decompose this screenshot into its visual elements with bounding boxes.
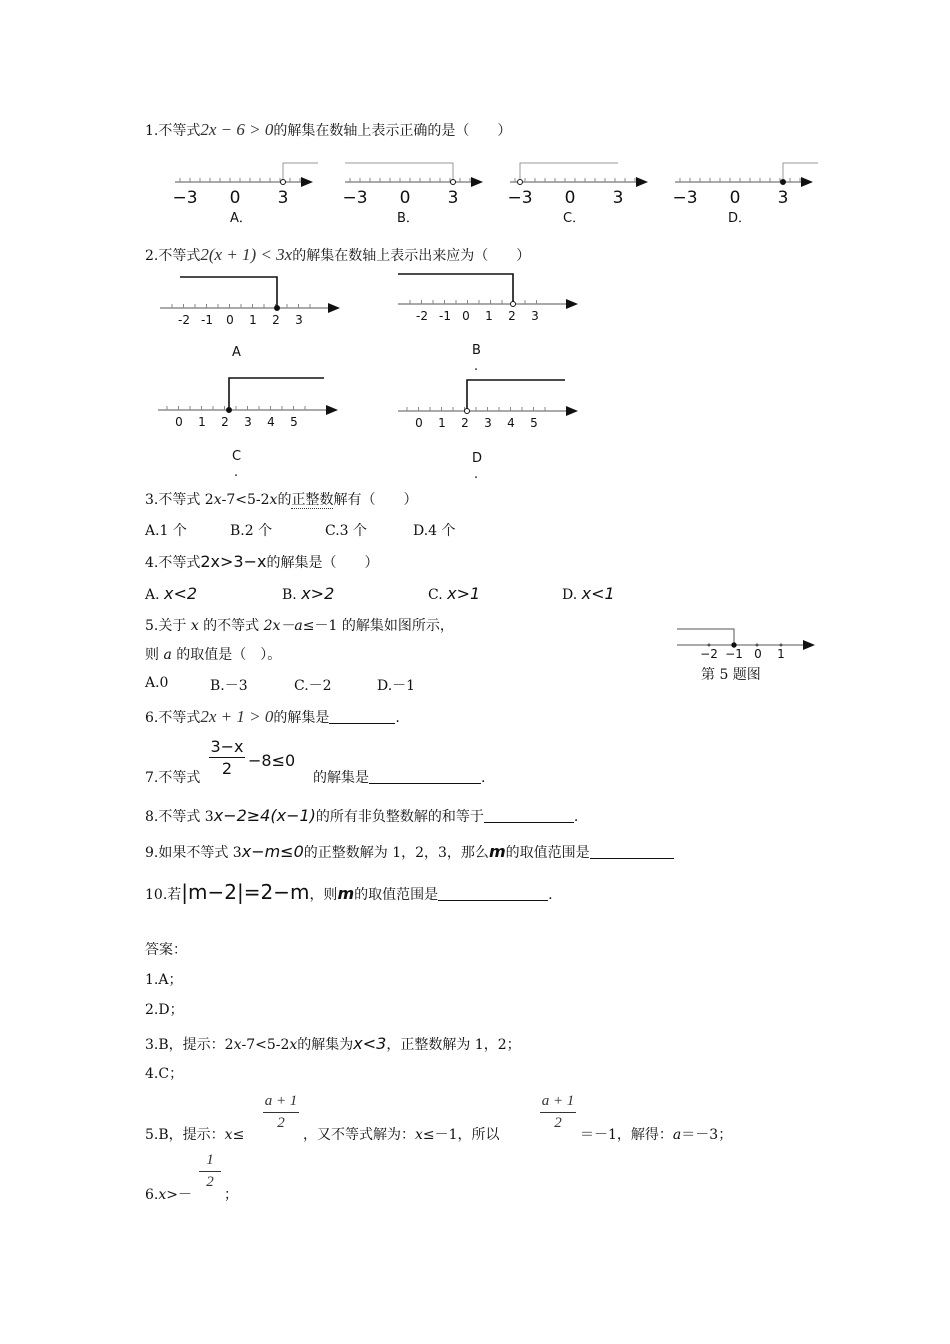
answer-5-pre: 5.B，提示：x≤: [145, 1127, 245, 1143]
q1-line-c-tick-label: −3: [507, 188, 533, 208]
q1-line-b-tick-label: 3: [447, 188, 459, 208]
q2-line-d-tick-label: 3: [484, 416, 492, 430]
q1-expression: 2x − 6 > 0: [200, 120, 274, 139]
q1-line-c-tick-label: 0: [564, 188, 576, 208]
q1-line-a-tick-label: 3: [277, 188, 289, 208]
q7-fraction: 3−x 2: [210, 737, 244, 778]
q2-line-c-tick-label: 3: [244, 415, 252, 429]
q6-stem: 6.不等式2x + 1 > 0的解集是 .: [145, 707, 400, 726]
q2-line-a-tick-label: 0: [226, 313, 234, 327]
q2-line-c-tick-label: 0: [175, 415, 183, 429]
answer-3: 3.B，提示：2x-7<5-2x的解集为x<3，正整数解为 1，2；: [145, 1034, 521, 1053]
q2-line-b-option-label: B: [472, 343, 481, 358]
q5-solution-ray: [677, 629, 734, 645]
q2-line-c-tick-label: 1: [198, 415, 206, 429]
q3-option-c: C.3 个: [325, 523, 368, 539]
q5-option-b: B.－3: [210, 678, 248, 694]
q1-pre: 不等式: [158, 123, 201, 139]
q3-option-b: B.2 个: [230, 523, 273, 539]
q8-expression: x−2≥4(x−1): [213, 806, 316, 825]
q7-fraction-tail: −8≤0: [248, 751, 296, 770]
q3-underlined-term: 正整数: [291, 492, 334, 508]
q5-tick-label: 0: [754, 647, 762, 661]
q4-option-a: A. x<2: [145, 584, 198, 603]
q2-line-d-tick-label: 2: [461, 416, 469, 430]
q3-option-a: A.1 个: [145, 523, 187, 539]
q2-line-d-option-label: D: [472, 451, 483, 466]
q2-line-b-tick-label: -2: [416, 309, 428, 323]
q2-line-c-tick-label: 4: [267, 415, 275, 429]
q6-expression: 2x + 1 > 0: [200, 707, 274, 726]
q4-option-d: D. x<1: [562, 584, 615, 603]
q2-line-a-tick-label: 2: [272, 313, 280, 327]
answer-6-fraction: 1 2: [199, 1152, 221, 1191]
q1-line-d-option-label: D．: [728, 211, 752, 226]
q5-option-c: C.－2: [294, 678, 332, 694]
q3-pre: 不等式 2: [158, 492, 214, 508]
q2-line-a-tick-label: 3: [295, 313, 303, 327]
answer-5-mid: ，又不等式解为：x≤－1，所以: [303, 1127, 500, 1143]
q10-answer-blank[interactable]: [438, 886, 548, 901]
q2-line-b-tick-label: 2: [508, 309, 516, 323]
q5-tick-label: −1: [725, 647, 743, 661]
q5-option-a: A.0: [145, 675, 169, 691]
q3-number: 3.: [145, 492, 159, 508]
q2-number: 2.: [145, 248, 159, 264]
q1-line-a-tick-label: −3: [172, 188, 198, 208]
q2-line-c-option-label: C: [232, 449, 242, 464]
answer-2: 2.D；: [145, 1002, 184, 1018]
answer-4: 4.C；: [145, 1066, 184, 1082]
q3-var-x2: x: [269, 492, 278, 508]
q2-line-b-tick-label: 3: [531, 309, 539, 323]
q2-line-d-option-dot: .: [474, 467, 479, 482]
q4-expression: 2x>3−x: [200, 552, 267, 571]
q3-option-d: D.4 个: [413, 523, 456, 539]
q1-line-d-tick-label: 0: [729, 188, 741, 208]
answers-title: 答案：: [145, 942, 187, 958]
q1-line-c-option-label: C．: [563, 211, 586, 226]
q4-post: 的解集是（ ）: [266, 555, 379, 571]
q4-option-c: C. x>1: [428, 584, 481, 603]
q2-line-a-tick-label: 1: [249, 313, 257, 327]
q5-tick-label: −2: [700, 647, 718, 661]
q1-line-c-tick-label: 3: [612, 188, 624, 208]
q8-stem: 8.不等式 3x−2≥4(x−1)的所有非负整数解的和等于 .: [145, 806, 579, 825]
q2-post: 的解集在数轴上表示出来应为（ ）: [292, 248, 531, 264]
q9-expression: x−m≤0: [241, 842, 304, 861]
q1-line-d-tick-label: 3: [777, 188, 789, 208]
q10-stem: 10.若|m−2|=2−m，则m的取值范围是 .: [145, 880, 553, 904]
q4-pre: 不等式: [158, 555, 201, 571]
q1-line-a-option-label: A．: [230, 211, 252, 226]
q1-post: 的解集在数轴上表示正确的是（ ）: [273, 123, 512, 139]
q2-line-c-option-dot: .: [234, 465, 239, 480]
q1-line-d-tick-label: −3: [672, 188, 698, 208]
q1-line-b-tick-label: 0: [399, 188, 411, 208]
q2-line-b-option-dot: .: [474, 359, 479, 374]
q1-line-b-tick-label: −3: [342, 188, 368, 208]
q5-line2: 则 a 的取值是（ ）。: [145, 647, 282, 663]
q6-answer-blank[interactable]: [329, 709, 395, 724]
q1-number: 1.: [145, 123, 159, 139]
q2-pre: 不等式: [158, 248, 201, 264]
q1-line-b-option-label: B．: [397, 211, 419, 226]
q2-line-a-tick-label: -1: [201, 313, 213, 327]
q2-line-a-tick-label: -2: [178, 313, 190, 327]
q10-expression: |m−2|=2−m: [181, 880, 310, 904]
q5-tick-label: 1: [777, 647, 785, 661]
q5-caption: 第 5 题图: [701, 667, 761, 683]
q2-line-b-tick-label: -1: [439, 309, 451, 323]
q4-option-b: B. x>2: [282, 584, 335, 603]
q2-line-d-tick-label: 4: [507, 416, 515, 430]
q9-answer-blank[interactable]: [590, 844, 674, 859]
q2-line-b-tick-label: 1: [485, 309, 493, 323]
q3-mid: -7<5-2: [221, 492, 270, 508]
q2-line-a-option-label: A: [232, 345, 241, 360]
q2-line-c-tick-label: 2: [221, 415, 229, 429]
q3-pre2: 的: [277, 492, 292, 508]
q2-line-d-tick-label: 0: [415, 416, 423, 430]
q2-line-c-tick-label: 5: [290, 415, 298, 429]
q2-line-d-tick-label: 1: [438, 416, 446, 430]
answer-5-fraction-2: a + 1 2: [541, 1093, 575, 1131]
q1-line-a-tick-label: 0: [229, 188, 241, 208]
answer-6-post: ；: [224, 1187, 238, 1203]
q2-expression: 2(x + 1) < 3x: [200, 245, 293, 264]
answer-1: 1.A；: [145, 972, 183, 988]
q3-var-x1: x: [213, 492, 222, 508]
q5-line-arrowhead: [803, 640, 815, 650]
answer-5-post: ＝－1，解得：a＝－3；: [580, 1127, 733, 1143]
q8-answer-blank[interactable]: [484, 808, 574, 823]
q3-post: 解有（ ）: [333, 492, 418, 508]
q5-line1: 5.关于 x 的不等式 2x－a≤－1 的解集如图所示，: [145, 618, 454, 634]
answer-6-pre: 6.x>－: [145, 1187, 192, 1203]
q7-answer-blank[interactable]: [369, 769, 481, 784]
q2-line-d-tick-label: 5: [530, 416, 538, 430]
q7-stem: 7.不等式: [145, 770, 201, 786]
q5-option-d: D.－1: [377, 678, 416, 694]
q7-post: 的解集是 .: [313, 770, 486, 786]
q4-number: 4.: [145, 555, 159, 571]
answer-5-fraction-1: a + 1 2: [264, 1093, 298, 1131]
q2-line-b-tick-label: 0: [462, 309, 470, 323]
q9-stem: 9.如果不等式 3x−m≤0的正整数解为 1，2，3，那么m的取值范围是: [145, 842, 674, 863]
